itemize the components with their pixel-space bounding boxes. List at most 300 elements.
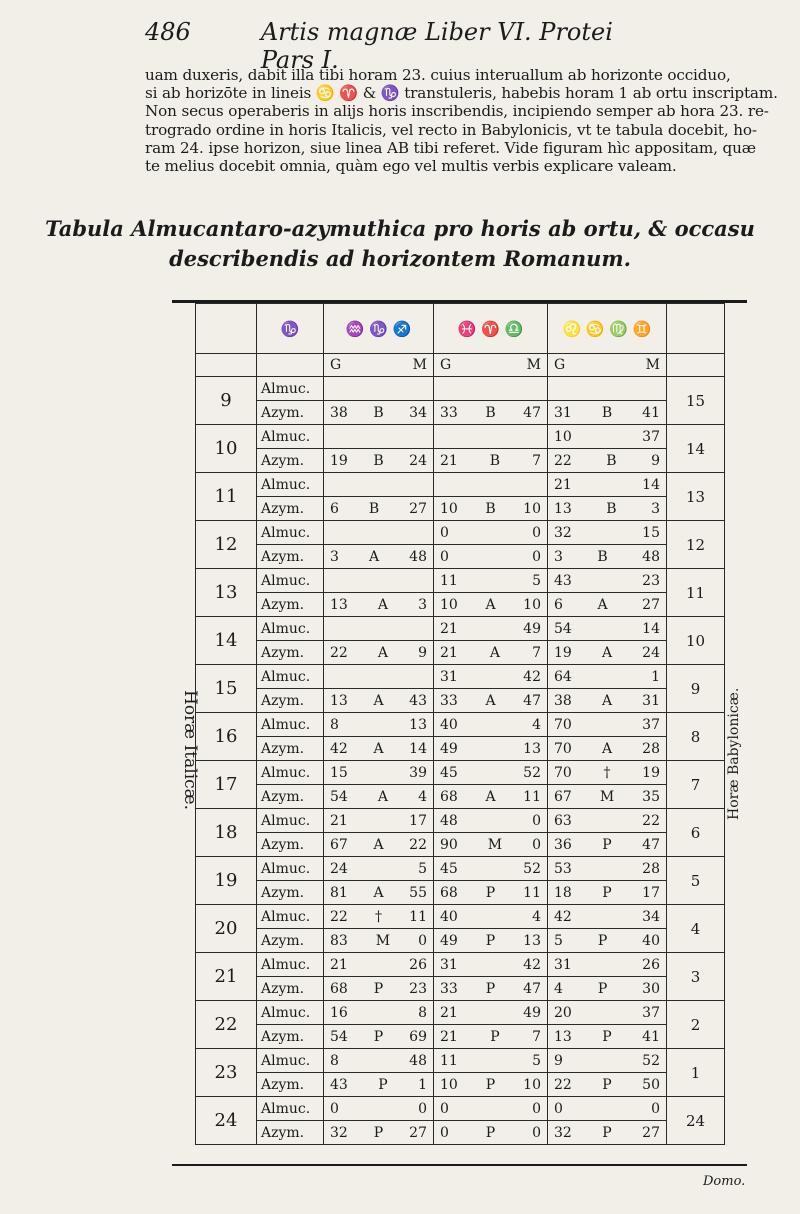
minutes: 0 — [532, 836, 541, 853]
quadrant — [458, 813, 532, 829]
quadrant — [449, 1101, 532, 1117]
almuc-label: Almuc. — [257, 425, 324, 449]
value-cell — [434, 977, 548, 1001]
degrees: 54 — [330, 1028, 348, 1045]
value-cell — [434, 1049, 548, 1073]
azym-label: Azym. — [257, 785, 324, 809]
value-cell — [434, 857, 548, 881]
quadrant: † — [375, 908, 382, 925]
minutes: 11 — [523, 788, 541, 805]
minutes: 8 — [418, 1004, 427, 1021]
quadrant — [458, 861, 523, 877]
minutes: 14 — [642, 620, 660, 637]
degrees: 13 — [330, 596, 348, 613]
azym-label: Azym. — [257, 689, 324, 713]
value-cell — [324, 1097, 434, 1121]
degrees: 8 — [330, 716, 339, 733]
g-label: G — [554, 357, 566, 373]
degrees: 4 — [554, 980, 563, 997]
value-cell — [434, 905, 548, 929]
value-cell — [548, 1025, 667, 1049]
value-cell — [434, 761, 548, 785]
degrees: 32 — [554, 1124, 572, 1141]
quadrant: P — [597, 932, 608, 949]
degrees: 11 — [440, 1052, 458, 1069]
minutes: 7 — [532, 452, 541, 469]
m-label: M — [526, 357, 541, 373]
degrees: 68 — [440, 788, 458, 805]
degrees: 3 — [554, 548, 563, 565]
value-cell — [548, 473, 667, 497]
value-cell — [548, 905, 667, 929]
minutes: 34 — [409, 404, 427, 421]
minutes: 48 — [409, 548, 427, 565]
text-line: te melius docebit omnia, quàm ego vel multis verbis explicare valeam. — [145, 156, 677, 175]
azym-label: Azym. — [257, 881, 324, 905]
header-blank-right — [667, 304, 725, 354]
hour-italica: 16 — [196, 713, 257, 761]
value-cell — [324, 857, 434, 881]
degrees: 49 — [440, 740, 458, 757]
azym-label: Azym. — [257, 401, 324, 425]
text-line: trogrado ordine in horis Italicis, vel recto in Babylonicis, vt te tabula docebit, ho- — [145, 120, 757, 139]
value-cell — [324, 833, 434, 857]
degrees: 33 — [440, 692, 458, 709]
minutes: 30 — [642, 980, 660, 997]
quadrant — [572, 813, 642, 829]
value-cell — [434, 425, 548, 449]
value-cell — [548, 377, 667, 401]
quadrant: P — [602, 836, 612, 853]
bottom-rule — [172, 1164, 747, 1166]
quadrant — [348, 1005, 418, 1021]
minutes: 5 — [418, 860, 427, 877]
minutes: 35 — [642, 788, 660, 805]
value-cell — [434, 569, 548, 593]
minutes: 3 — [418, 596, 427, 613]
table-header-row — [196, 304, 725, 354]
quadrant: A — [485, 692, 496, 709]
quadrant: P — [373, 1028, 384, 1045]
value-cell — [434, 665, 548, 689]
gm-blank — [257, 354, 324, 377]
text-line: Non secus operaberis in alijs horis inscribendis, incipiendo semper ab hora 23. re- — [145, 102, 769, 121]
degrees: 36 — [554, 836, 572, 853]
degrees: 0 — [440, 1100, 449, 1117]
degrees: 42 — [554, 908, 572, 925]
azym-row — [196, 1073, 725, 1097]
minutes: 69 — [409, 1028, 427, 1045]
value-cell — [324, 689, 434, 713]
degrees: 31 — [554, 404, 572, 421]
degrees: 54 — [330, 788, 348, 805]
hour-italica: 24 — [196, 1097, 257, 1145]
degrees: 42 — [330, 740, 348, 757]
value-cell — [434, 521, 548, 545]
almuc-label: Almuc. — [257, 857, 324, 881]
hour-babylonica: 8 — [667, 713, 725, 761]
quadrant — [339, 717, 409, 733]
hour-babylonica: 14 — [667, 425, 725, 473]
azym-label: Azym. — [257, 641, 324, 665]
degrees: 5 — [554, 932, 563, 949]
hour-babylonica: 15 — [667, 377, 725, 425]
almuc-row — [196, 1049, 725, 1073]
quadrant: A — [601, 644, 613, 661]
quadrant: B — [373, 452, 384, 469]
hour-babylonica: 1 — [667, 1049, 725, 1097]
value-cell — [548, 809, 667, 833]
minutes: 22 — [409, 836, 427, 853]
degrees: 19 — [554, 644, 572, 661]
gm-cell — [548, 354, 667, 377]
g-label: G — [440, 357, 452, 373]
degrees: 54 — [554, 620, 572, 637]
value-cell — [548, 761, 667, 785]
degrees: 0 — [440, 524, 449, 541]
quadrant — [458, 957, 523, 973]
degrees: 0 — [440, 1124, 449, 1141]
minutes: 34 — [642, 908, 660, 925]
quadrant — [563, 1053, 642, 1069]
hour-italica: 22 — [196, 1001, 257, 1049]
quadrant — [458, 909, 532, 925]
value-cell — [324, 665, 434, 689]
value-cell — [324, 425, 434, 449]
header-sign-col3: ♓ ♈ ♎ — [434, 304, 548, 354]
degrees: 40 — [440, 716, 458, 733]
value-cell — [324, 593, 434, 617]
azym-row — [196, 929, 725, 953]
quadrant: A — [377, 644, 389, 661]
quadrant: P — [378, 1076, 388, 1093]
minutes: 5 — [532, 572, 541, 589]
azym-row — [196, 689, 725, 713]
quadrant: A — [485, 596, 496, 613]
value-cell — [548, 857, 667, 881]
minutes: 14 — [409, 740, 427, 757]
value-cell — [548, 569, 667, 593]
value-cell — [324, 905, 434, 929]
m-label: M — [412, 357, 427, 373]
minutes: 3 — [651, 500, 660, 517]
azym-row — [196, 641, 725, 665]
page-number: 486 — [145, 18, 191, 46]
value-cell — [548, 953, 667, 977]
almuc-row — [196, 809, 725, 833]
hour-italica: 18 — [196, 809, 257, 857]
degrees: 32 — [330, 1124, 348, 1141]
hour-babylonica: 9 — [667, 665, 725, 713]
table-body — [196, 377, 725, 1145]
running-title: Artis magnæ Liber VI. Protei Pars I. — [260, 18, 613, 74]
hour-italica: 17 — [196, 761, 257, 809]
minutes: 0 — [532, 524, 541, 541]
minutes: 37 — [642, 1004, 660, 1021]
value-cell — [434, 833, 548, 857]
azym-row — [196, 401, 725, 425]
minutes: 0 — [418, 1100, 427, 1117]
hour-babylonica: 11 — [667, 569, 725, 617]
m-label: M — [645, 357, 660, 373]
quadrant: B — [485, 404, 496, 421]
text-line: ram 24. ipse horizon, siue linea AB tibi referet. Vide figuram hìc appositam, quæ — [145, 138, 756, 157]
value-cell — [324, 473, 434, 497]
minutes: 40 — [642, 932, 660, 949]
value-cell — [324, 737, 434, 761]
almuc-label: Almuc. — [257, 569, 324, 593]
almuc-label: Almuc. — [257, 1001, 324, 1025]
degrees: 0 — [440, 548, 449, 565]
quadrant — [449, 525, 532, 541]
hour-italica: 23 — [196, 1049, 257, 1097]
quadrant: A — [373, 740, 384, 757]
degrees: 38 — [330, 404, 348, 421]
azym-row — [196, 497, 725, 521]
value-cell — [548, 593, 667, 617]
hour-babylonica: 6 — [667, 809, 725, 857]
quadrant: P — [490, 1028, 500, 1045]
degrees: 3 — [330, 548, 339, 565]
minutes: 26 — [409, 956, 427, 973]
almuc-row — [196, 425, 725, 449]
azym-label: Azym. — [257, 929, 324, 953]
degrees: 21 — [554, 476, 572, 493]
value-cell — [434, 1025, 548, 1049]
value-cell — [324, 977, 434, 1001]
value-cell — [324, 377, 434, 401]
quadrant: M — [599, 788, 615, 805]
degrees: 68 — [330, 980, 348, 997]
value-cell — [434, 689, 548, 713]
value-cell — [324, 545, 434, 569]
minutes: 15 — [642, 524, 660, 541]
value-cell — [324, 449, 434, 473]
minutes: 7 — [532, 644, 541, 661]
quadrant: P — [602, 1028, 612, 1045]
quadrant: B — [597, 548, 608, 565]
quadrant — [458, 621, 523, 637]
quadrant: P — [373, 1124, 384, 1141]
quadrant — [449, 549, 532, 565]
hour-italica: 9 — [196, 377, 257, 425]
hour-italica: 12 — [196, 521, 257, 569]
degrees: 22 — [554, 452, 572, 469]
value-cell — [434, 953, 548, 977]
minutes: 55 — [409, 884, 427, 901]
degrees: 19 — [330, 452, 348, 469]
degrees: 21 — [440, 620, 458, 637]
almuc-label: Almuc. — [257, 1049, 324, 1073]
quadrant: B — [373, 404, 384, 421]
degrees: 22 — [330, 908, 348, 925]
minutes: 42 — [523, 956, 541, 973]
header-sign-col1: ♑ — [257, 304, 324, 354]
value-cell — [548, 497, 667, 521]
value-cell — [434, 929, 548, 953]
quadrant: A — [601, 692, 613, 709]
azym-row — [196, 593, 725, 617]
degrees: 90 — [440, 836, 458, 853]
minutes: 49 — [523, 620, 541, 637]
minutes: 24 — [642, 644, 660, 661]
degrees: 33 — [440, 404, 458, 421]
degrees: 10 — [440, 1076, 458, 1093]
quadrant — [458, 573, 532, 589]
minutes: 7 — [532, 1028, 541, 1045]
almuc-row — [196, 377, 725, 401]
value-cell — [324, 641, 434, 665]
degrees: 24 — [330, 860, 348, 877]
value-cell — [548, 1073, 667, 1097]
quadrant — [572, 525, 642, 541]
degrees: 31 — [554, 956, 572, 973]
quadrant: P — [485, 932, 496, 949]
quadrant: A — [601, 740, 613, 757]
quadrant: P — [485, 884, 496, 901]
degrees: 38 — [554, 692, 572, 709]
quadrant: P — [602, 884, 612, 901]
table-title-line2: describendis ad horizontem Romanum. — [169, 246, 631, 271]
hour-babylonica: 2 — [667, 1001, 725, 1049]
minutes: 23 — [409, 980, 427, 997]
g-label: G — [330, 357, 342, 373]
minutes: 0 — [418, 932, 427, 949]
almuc-row — [196, 713, 725, 737]
value-cell — [548, 1121, 667, 1145]
quadrant: A — [377, 596, 389, 613]
quadrant — [572, 909, 642, 925]
value-cell — [434, 401, 548, 425]
degrees: 18 — [554, 884, 572, 901]
azym-row — [196, 1121, 725, 1145]
hour-babylonica: 10 — [667, 617, 725, 665]
degrees: 70 — [554, 740, 572, 757]
table-title — [0, 214, 800, 274]
minutes: 49 — [523, 1004, 541, 1021]
quadrant — [458, 765, 523, 781]
degrees: 53 — [554, 860, 572, 877]
degrees: 67 — [554, 788, 572, 805]
minutes: 50 — [642, 1076, 660, 1093]
azym-row — [196, 785, 725, 809]
value-cell — [434, 617, 548, 641]
minutes: 27 — [642, 1124, 660, 1141]
degrees: 22 — [554, 1076, 572, 1093]
value-cell — [434, 881, 548, 905]
minutes: 39 — [409, 764, 427, 781]
quadrant: M — [487, 836, 503, 853]
hour-italica: 19 — [196, 857, 257, 905]
minutes: 0 — [532, 1100, 541, 1117]
degrees: 11 — [440, 572, 458, 589]
degrees: 6 — [554, 596, 563, 613]
hour-babylonica: 5 — [667, 857, 725, 905]
quadrant — [572, 429, 642, 445]
degrees: 68 — [440, 884, 458, 901]
minutes: 1 — [651, 668, 660, 685]
quadrant: † — [603, 764, 611, 781]
minutes: 5 — [532, 1052, 541, 1069]
minutes: 37 — [642, 428, 660, 445]
minutes: 4 — [532, 908, 541, 925]
almuc-row — [196, 1001, 725, 1025]
almuc-label: Almuc. — [257, 1097, 324, 1121]
degrees: 21 — [330, 812, 348, 829]
minutes: 14 — [642, 476, 660, 493]
minutes: 52 — [523, 764, 541, 781]
minutes: 17 — [642, 884, 660, 901]
value-cell — [434, 1121, 548, 1145]
azym-label: Azym. — [257, 545, 324, 569]
azym-row — [196, 833, 725, 857]
value-cell — [548, 713, 667, 737]
azym-label: Azym. — [257, 737, 324, 761]
almuc-row — [196, 905, 725, 929]
almuc-label: Almuc. — [257, 521, 324, 545]
value-cell — [324, 521, 434, 545]
value-cell — [548, 977, 667, 1001]
quadrant: A — [597, 596, 608, 613]
azym-label: Azym. — [257, 1073, 324, 1097]
almuc-row — [196, 569, 725, 593]
quadrant: B — [606, 500, 617, 517]
text-line: si ab horizōte in lineis ♋ ♈ & ♑ transtuleris, habebis horam 1 ab ortu inscriptam. — [145, 84, 778, 103]
minutes: 47 — [523, 692, 541, 709]
almucantar-table — [195, 303, 725, 1145]
degrees: 0 — [330, 1100, 339, 1117]
minutes: 48 — [642, 548, 660, 565]
hour-italica: 20 — [196, 905, 257, 953]
hour-italica: 14 — [196, 617, 257, 665]
value-cell — [434, 713, 548, 737]
body-paragraph — [145, 66, 785, 175]
value-cell — [548, 1001, 667, 1025]
degrees: 83 — [330, 932, 348, 949]
almuc-label: Almuc. — [257, 713, 324, 737]
quadrant: B — [606, 452, 617, 469]
minutes: 28 — [642, 860, 660, 877]
value-cell — [324, 1025, 434, 1049]
minutes: 52 — [642, 1052, 660, 1069]
quadrant: P — [373, 980, 384, 997]
value-cell — [324, 1121, 434, 1145]
minutes: 31 — [642, 692, 660, 709]
minutes: 10 — [523, 596, 541, 613]
value-cell — [324, 785, 434, 809]
value-cell — [548, 833, 667, 857]
quadrant — [572, 669, 651, 685]
azym-row — [196, 977, 725, 1001]
azym-row — [196, 545, 725, 569]
degrees: 81 — [330, 884, 348, 901]
degrees: 32 — [554, 524, 572, 541]
value-cell — [548, 1097, 667, 1121]
quadrant: A — [373, 836, 384, 853]
degrees: 31 — [440, 956, 458, 973]
minutes: 11 — [409, 908, 427, 925]
almuc-label: Almuc. — [257, 377, 324, 401]
value-cell — [324, 1049, 434, 1073]
quadrant — [572, 573, 642, 589]
value-cell — [548, 737, 667, 761]
almuc-label: Almuc. — [257, 809, 324, 833]
almuc-row — [196, 617, 725, 641]
quadrant: A — [368, 548, 380, 565]
azym-label: Azym. — [257, 833, 324, 857]
minutes: 41 — [642, 404, 660, 421]
quadrant — [348, 957, 409, 973]
